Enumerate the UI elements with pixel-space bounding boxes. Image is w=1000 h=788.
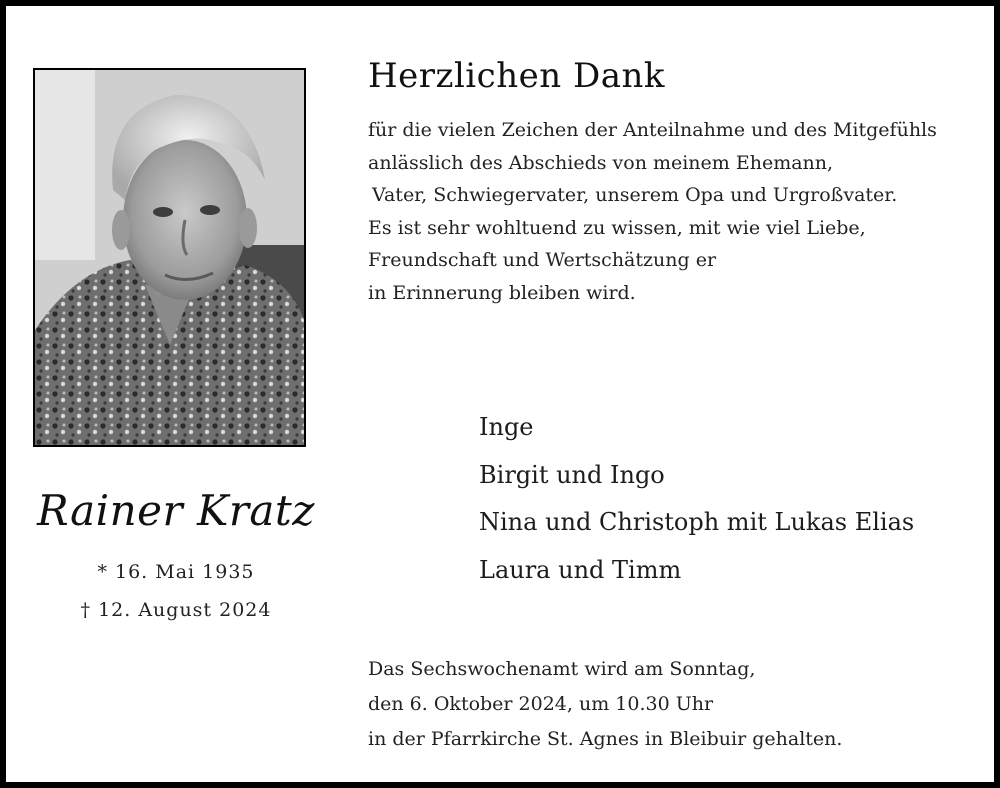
thanks-line: für die vielen Zeichen der Anteilnahme und des Mitgefühls [368, 119, 937, 141]
portrait-photo [33, 68, 306, 447]
service-line: den 6. Oktober 2024, um 10.30 Uhr [368, 693, 714, 715]
family-member: Nina und Christoph mit Lukas Elias [479, 508, 915, 536]
service-line: in der Pfarrkirche St. Agnes in Bleibuir gehalten. [368, 728, 843, 750]
family-member: Laura und Timm [479, 555, 682, 584]
service-line: Das Sechswochenamt wird am Sonntag, [368, 658, 756, 680]
thanks-text [368, 114, 988, 309]
family-member: Birgit und Ingo [479, 460, 665, 489]
thanks-line: anlässlich des Abschieds von meinem Ehemann, [368, 151, 834, 174]
memorial-service-info [368, 652, 988, 757]
deceased-name: Rainer Kratz [37, 486, 315, 535]
thanks-line: Es ist sehr wohltuend zu wissen, mit wie viel Liebe, [368, 216, 866, 239]
thanks-line: Freundschaft und Wertschätzung er [368, 249, 717, 271]
birth-date: * 16. Mai 1935 [97, 561, 255, 583]
thanks-line: Vater, Schwiegervater, unserem Opa und Urgroßvater. [372, 184, 898, 206]
thanks-heading: Herzlichen Dank [368, 56, 665, 96]
family-members [479, 404, 914, 594]
thanks-line: in Erinnerung bleiben wird. [368, 281, 636, 304]
family-member: Inge [479, 413, 534, 441]
death-date: † 12. August 2024 [80, 599, 272, 621]
